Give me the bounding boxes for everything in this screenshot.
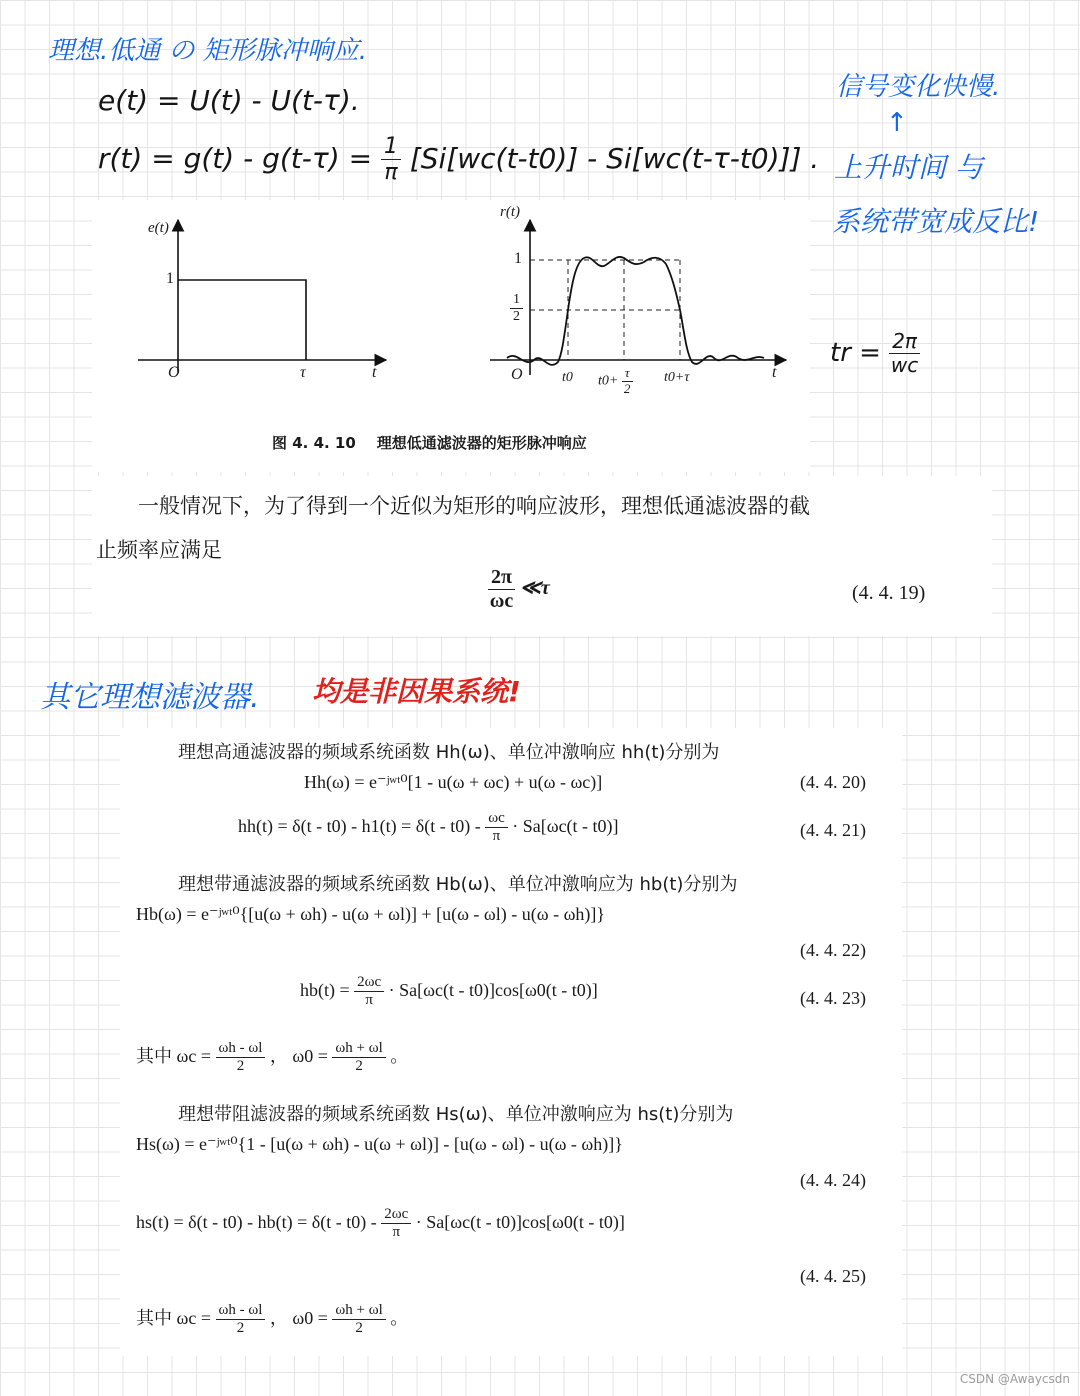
note-tr-left: tr =	[830, 338, 881, 368]
right-mid-left: t0+	[598, 373, 619, 389]
right-half-den: 2	[513, 309, 520, 325]
note-eq2	[98, 134, 819, 186]
note-title: 理想.低通 の 矩形脉冲响应.	[48, 36, 368, 66]
where2-frac2	[332, 1302, 385, 1338]
eq19	[488, 566, 550, 613]
right-mid-num: τ	[622, 366, 633, 382]
eq19-frac	[488, 566, 515, 613]
eq25-right: · Sa[ωc(t - t0)]cos[ω0(t - t0)]	[415, 1211, 625, 1232]
right-half	[510, 292, 523, 325]
note-tr	[830, 330, 920, 377]
where1-c: 。	[390, 1045, 409, 1066]
left-rect-pulse	[178, 280, 306, 360]
right-t0: t0	[562, 370, 573, 385]
eq25	[136, 1206, 625, 1242]
eq21-num: ωc	[485, 810, 508, 828]
right-t0tau: t0+τ	[664, 370, 690, 385]
where1-b: ， ω0 =	[269, 1045, 328, 1066]
eq19-rel: ≪τ	[519, 577, 550, 600]
eq22: Hb(ω) = e⁻ʲʷᵗ⁰{[u(ω + ωh) - u(ω + ωl)] + [u(ω - ωl) - u(ω - ωh)]}	[136, 904, 606, 924]
eq19-no: (4. 4. 19)	[852, 582, 926, 604]
where2-n1: ωh - ωl	[216, 1302, 266, 1320]
eq23-num: 2ωc	[354, 974, 384, 992]
where2-b: ， ω0 =	[269, 1307, 328, 1328]
right-one: 1	[514, 250, 522, 267]
where1-n1: ωh - ωl	[216, 1040, 266, 1058]
left-t: t	[372, 364, 377, 381]
eq20-no: (4. 4. 20)	[800, 772, 866, 792]
where2-c: 。	[390, 1307, 409, 1328]
eq25-den: π	[392, 1224, 401, 1241]
para1-line2: 止频率应满足	[96, 538, 222, 562]
eq25-num: 2ωc	[381, 1206, 411, 1224]
right-mid-frac	[622, 366, 633, 397]
right-half-num: 1	[510, 292, 523, 309]
bp-intro: 理想带通滤波器的频域系统函数 Hb(ω)、单位冲激响应为 hb(t)分别为	[178, 874, 738, 895]
right-ylabel: r(t)	[500, 204, 520, 220]
note-eq2-left: r(t) = g(t) - g(t-τ) =	[98, 141, 373, 175]
right-origin: O	[511, 366, 523, 383]
eq21	[238, 810, 619, 846]
where1-frac1	[216, 1040, 266, 1076]
eq19-num: 2π	[488, 566, 515, 590]
right-t: t	[772, 364, 777, 381]
eq23-right: · Sa[ωc(t - t0)]cos[ω0(t - t0)]	[388, 979, 598, 1000]
where2-d1: 2	[236, 1320, 245, 1337]
where2-d2: 2	[355, 1320, 363, 1337]
eq21-left: hh(t) = δ(t - t0) - h1(t) = δ(t - t0) -	[238, 815, 481, 836]
eq23-left: hb(t) =	[300, 979, 350, 1000]
eq23-frac	[354, 974, 384, 1010]
note-eq2-frac-num: 1	[381, 134, 401, 160]
note-tr-den: wc	[890, 353, 919, 377]
note-eq2-frac	[381, 134, 401, 186]
eq24: Hs(ω) = e⁻ʲʷᵗ⁰{1 - [u(ω + ωh) - u(ω + ωl)] - [u(ω - ωl) - u(ω - ωh)]}	[136, 1134, 623, 1154]
where2-n2: ωh + ωl	[332, 1302, 385, 1320]
where2-a: 其中 ωc =	[136, 1307, 211, 1328]
note-eq2-frac-den: π	[384, 160, 398, 186]
left-origin: O	[168, 364, 180, 381]
para1-line1: 一般情况下，为了得到一个近似为矩形的响应波形，理想低通滤波器的截	[138, 494, 810, 518]
note-tr-frac	[889, 330, 920, 377]
note-eq1: e(t) = U(t) - U(t-τ).	[98, 84, 360, 117]
figure-caption: 图 4. 4. 10 理想低通滤波器的矩形脉冲响应	[272, 434, 587, 452]
eq23	[300, 974, 598, 1010]
eq22-no: (4. 4. 22)	[800, 940, 866, 960]
right-mid-label	[598, 366, 633, 397]
bs-intro: 理想带阻滤波器的频域系统函数 Hs(ω)、单位冲激响应为 hs(t)分别为	[178, 1104, 734, 1125]
eq25-frac	[381, 1206, 411, 1242]
right-mid-den: 2	[623, 380, 631, 396]
eq21-no: (4. 4. 21)	[800, 820, 866, 840]
eq20: Hh(ω) = e⁻ʲʷᵗ⁰[1 - u(ω + ωc) + u(ω - ωc)]	[304, 772, 603, 792]
eq24-no: (4. 4. 24)	[800, 1170, 866, 1190]
eq23-no: (4. 4. 23)	[800, 988, 866, 1008]
note-side3: 系统带宽成反比!	[832, 205, 1040, 238]
note-bottom-red: 均是非因果系统!	[312, 675, 521, 708]
eq21-right: · Sa[ωc(t - t0)]	[512, 815, 619, 836]
eq19-den: ωc	[489, 590, 514, 612]
where1-frac2	[332, 1040, 385, 1076]
left-tau: τ	[300, 364, 306, 381]
left-ylabel: e(t)	[148, 220, 169, 236]
note-tr-num: 2π	[889, 330, 920, 354]
hp-intro: 理想高通滤波器的频域系统函数 Hh(ω)、单位冲激响应 hh(t)分别为	[178, 742, 720, 763]
where1-a: 其中 ωc =	[136, 1045, 211, 1066]
watermark: CSDN @Awaycsdn	[959, 1372, 1070, 1386]
eq21-den: π	[492, 828, 501, 845]
left-one: 1	[166, 270, 174, 287]
note-side-arrow: ↑	[886, 108, 908, 138]
eq25-no: (4. 4. 25)	[800, 1266, 866, 1286]
note-bottom-left: 其它理想滤波器.	[40, 680, 260, 715]
where1-d2: 2	[355, 1058, 363, 1075]
note-eq2-right: [Si[wc(t-t0)] - Si[wc(t-τ-t0)]] .	[409, 141, 820, 175]
response-curve	[507, 257, 764, 365]
eq21-frac	[485, 810, 508, 846]
where2	[136, 1302, 408, 1338]
eq23-den: π	[365, 992, 373, 1009]
where1	[136, 1040, 408, 1076]
note-side1: 信号变化快慢.	[836, 72, 1001, 102]
where1-n2: ωh + ωl	[332, 1040, 385, 1058]
note-side2: 上升时间 与	[834, 151, 983, 184]
where1-d1: 2	[236, 1058, 245, 1075]
where2-frac1	[216, 1302, 266, 1338]
eq25-left: hs(t) = δ(t - t0) - hb(t) = δ(t - t0) -	[136, 1211, 377, 1232]
